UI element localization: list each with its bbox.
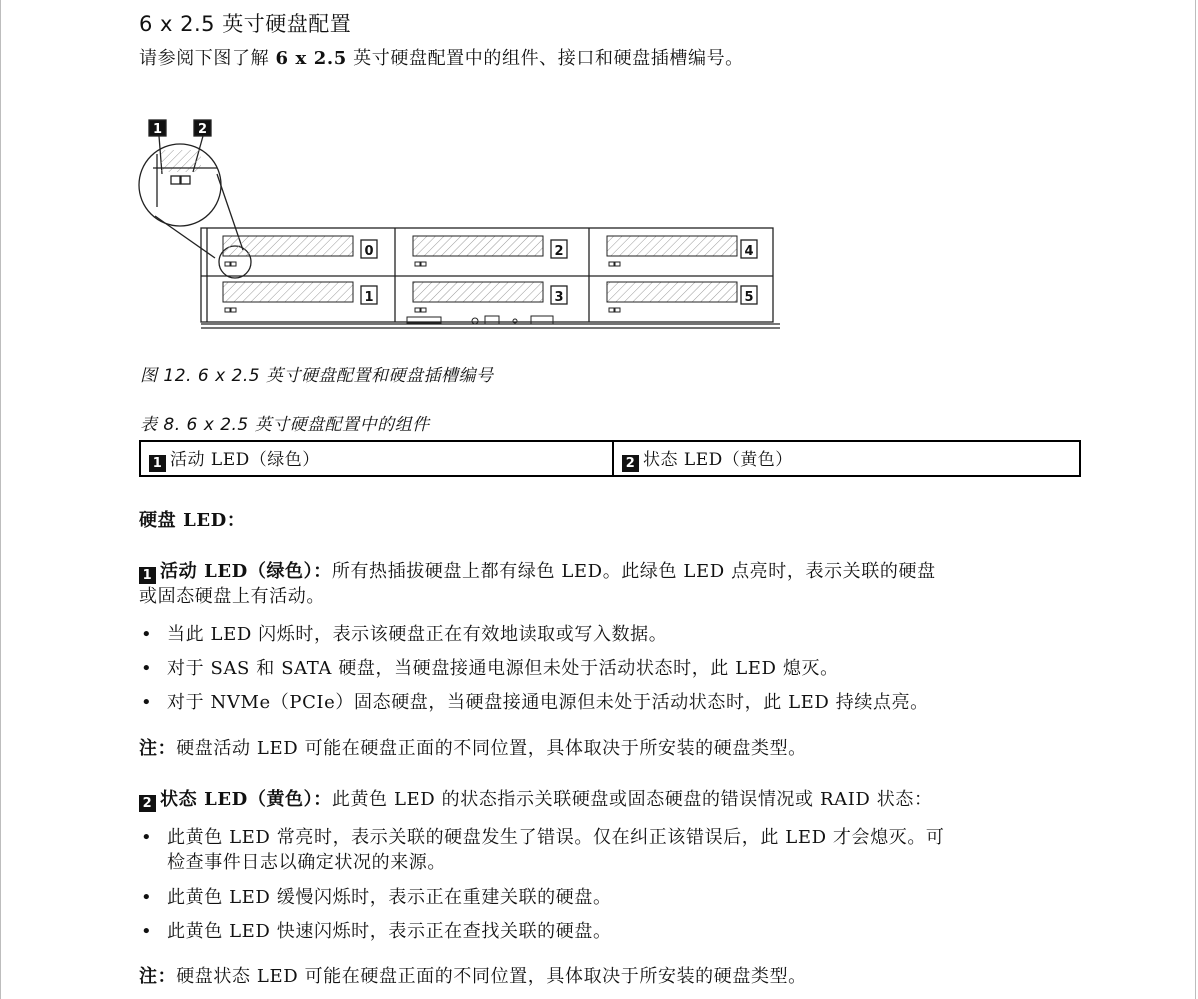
callout-1-label: 1 bbox=[152, 122, 163, 137]
bay-1-label: 1 bbox=[364, 290, 374, 305]
activity-text-line2: 或固态硬盘上有活动。 bbox=[139, 586, 325, 607]
intro-text-bold: 6 x 2.5 bbox=[275, 48, 347, 69]
list-item bbox=[139, 690, 1089, 715]
intro-text-pre: 请参阅下图了解 bbox=[139, 48, 276, 69]
callout-badge: 1 bbox=[139, 567, 156, 584]
bay-5-label: 5 bbox=[744, 290, 754, 305]
table-cell-activity bbox=[140, 441, 613, 476]
section-title bbox=[139, 508, 1089, 533]
bullet-icon: • bbox=[141, 658, 153, 679]
list-item-text: 对于 SAS 和 SATA 硬盘，当硬盘接通电源但未处于活动状态时，此 LED 熄灭。 bbox=[167, 658, 839, 679]
table-cell-status bbox=[613, 441, 1080, 476]
callout-badge: 2 bbox=[139, 795, 156, 812]
activity-label: 活动 LED（绿色）： bbox=[160, 561, 332, 582]
page-title: 6 x 2.5 英寸硬盘配置 bbox=[139, 12, 352, 36]
page-border-right bbox=[1195, 0, 1196, 999]
status-paragraph bbox=[139, 787, 1089, 812]
list-item bbox=[139, 919, 1089, 944]
figure-caption: 图 12. 6 x 2.5 英寸硬盘配置和硬盘插槽编号 bbox=[140, 366, 494, 386]
note-text: 硬盘活动 LED 可能在硬盘正面的不同位置，具体取决于所安装的硬盘类型。 bbox=[176, 738, 807, 759]
table-cell-text: 活动 LED（绿色） bbox=[170, 450, 320, 470]
list-item-text: 此黄色 LED 快速闪烁时，表示正在查找关联的硬盘。 bbox=[167, 921, 612, 942]
bullet-icon: • bbox=[141, 887, 153, 908]
status-label: 状态 LED（黄色）： bbox=[160, 789, 332, 810]
list-item-text: 此黄色 LED 常亮时，表示关联的硬盘发生了错误。仅在纠正该错误后，此 LED 才会熄灭。可 bbox=[167, 827, 945, 848]
activity-text-line1: 所有热插拔硬盘上都有绿色 LED。此绿色 LED 点亮时，表示关联的硬盘 bbox=[331, 561, 936, 582]
callout-badge: 2 bbox=[622, 455, 639, 472]
list-item-text: 当此 LED 闪烁时，表示该硬盘正在有效地读取或写入数据。 bbox=[167, 624, 668, 645]
drive-bay-figure bbox=[135, 112, 785, 334]
list-item-text: 此黄色 LED 缓慢闪烁时，表示正在重建关联的硬盘。 bbox=[167, 887, 612, 908]
bullet-icon: • bbox=[141, 921, 153, 942]
list-item bbox=[139, 825, 1089, 875]
list-item bbox=[139, 622, 1089, 647]
status-note bbox=[139, 964, 1089, 989]
section-title-text: 硬盘 LED： bbox=[139, 510, 246, 531]
bay-4-label: 4 bbox=[744, 244, 754, 259]
list-item-text: 检查事件日志以确定状况的来源。 bbox=[167, 852, 446, 873]
callout-2-label: 2 bbox=[197, 122, 208, 137]
activity-note bbox=[139, 736, 1089, 761]
table-row bbox=[140, 441, 1080, 476]
table-caption: 表 8. 6 x 2.5 英寸硬盘配置中的组件 bbox=[140, 415, 430, 435]
note-label: 注： bbox=[139, 738, 177, 759]
bay-3-label: 3 bbox=[554, 290, 564, 305]
bay-2-label: 2 bbox=[554, 244, 564, 259]
list-item bbox=[139, 885, 1089, 910]
bullet-icon: • bbox=[141, 827, 153, 848]
bullet-icon: • bbox=[141, 624, 153, 645]
intro-text-post: 英寸硬盘配置中的组件、接口和硬盘插槽编号。 bbox=[346, 48, 744, 69]
list-item-text: 对于 NVMe（PCIe）固态硬盘，当硬盘接通电源但未处于活动状态时，此 LED 持续点亮。 bbox=[167, 692, 929, 713]
page-border-left bbox=[0, 0, 1, 999]
table-cell-text: 状态 LED（黄色） bbox=[643, 450, 793, 470]
bullet-icon: • bbox=[141, 692, 153, 713]
intro-paragraph bbox=[139, 44, 744, 70]
note-text: 硬盘状态 LED 可能在硬盘正面的不同位置，具体取决于所安装的硬盘类型。 bbox=[176, 966, 807, 987]
list-item bbox=[139, 656, 1089, 681]
components-table bbox=[139, 440, 1081, 477]
status-text: 此黄色 LED 的状态指示关联硬盘或固态硬盘的错误情况或 RAID 状态： bbox=[331, 789, 933, 810]
activity-paragraph bbox=[139, 559, 1089, 609]
bay-0-label: 0 bbox=[364, 244, 374, 259]
note-label: 注： bbox=[139, 966, 177, 987]
callout-badge: 1 bbox=[149, 455, 166, 472]
